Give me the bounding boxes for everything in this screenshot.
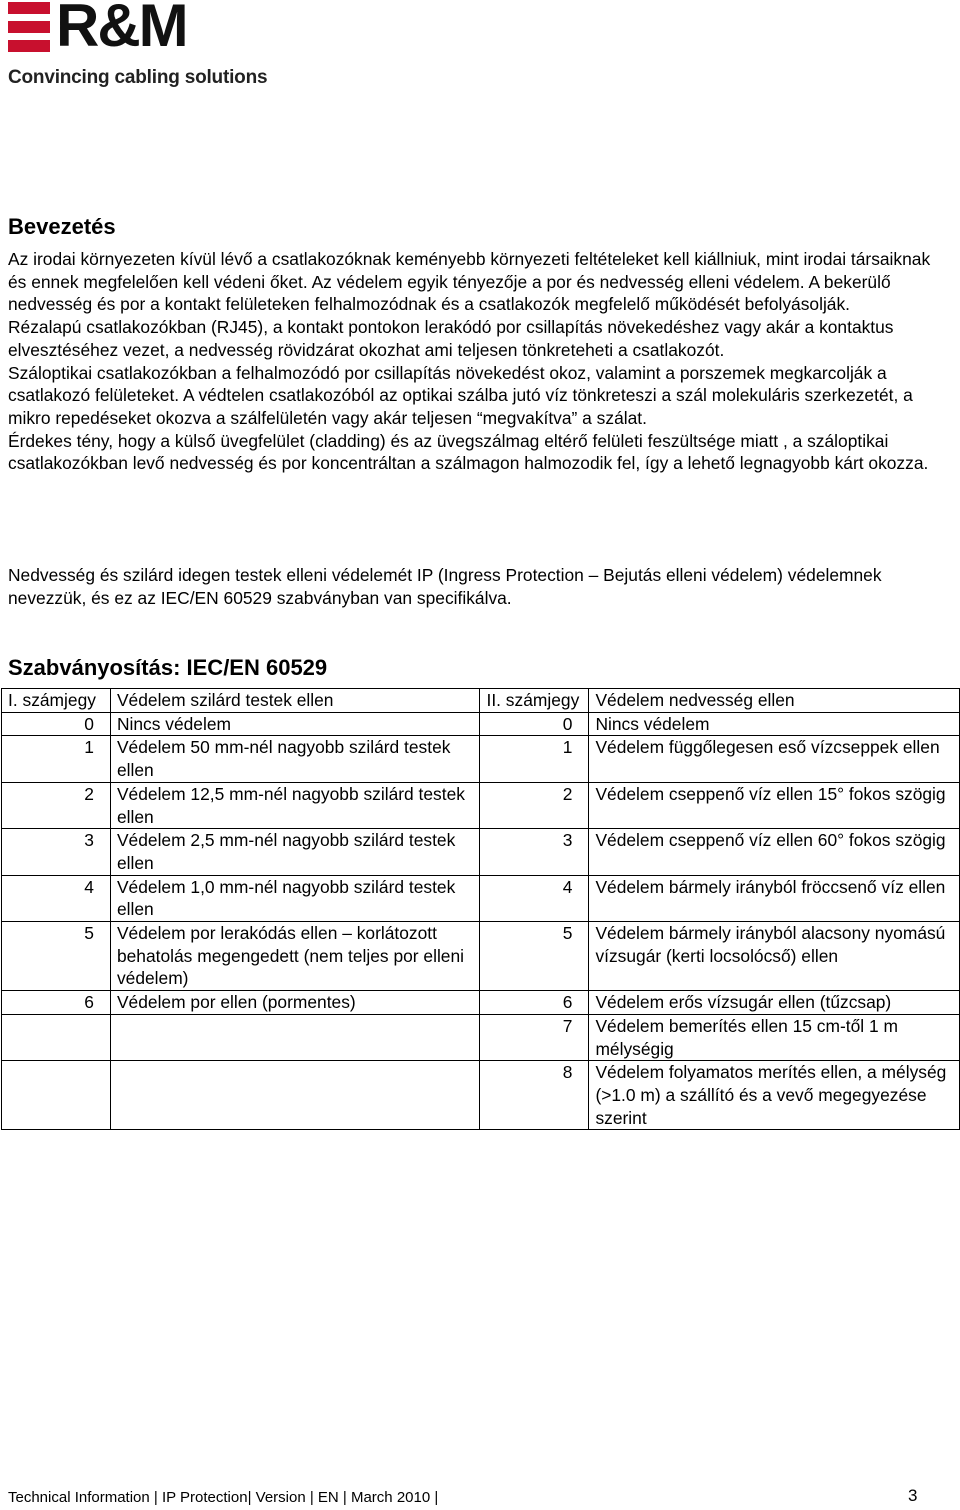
logo-bar [8,21,50,33]
digit-cell [2,1014,111,1060]
page-number: 3 [908,1486,918,1505]
digit-cell: 2 [2,782,111,828]
description-cell: Nincs védelem [110,712,480,736]
table-row [2,922,960,991]
description-cell: Védelem cseppenő víz ellen 60° fokos szögig [589,829,960,875]
description-cell: Védelem cseppenő víz ellen 15° fokos szögig [589,782,960,828]
description-cell: Védelem por lerakódás ellen – korlátozott behatolás megengedett (nem teljes por elleni védelem) [110,922,480,991]
standard-title: Szabványosítás: IEC/EN 60529 [8,655,328,680]
header-cell: Védelem szilárd testek ellen [110,689,480,713]
description-cell: Védelem por ellen (pormentes) [110,991,480,1015]
digit-cell: 0 [480,712,589,736]
intro-body [8,248,938,475]
table-row [2,991,960,1015]
digit-cell: 1 [480,736,589,782]
company-logo [8,0,208,59]
description-cell: Védelem 2,5 mm-nél nagyobb szilárd testek ellen [110,829,480,875]
table-row [2,782,960,828]
table-row [2,875,960,921]
description-cell: Védelem 50 mm-nél nagyobb szilárd testek ellen [110,736,480,782]
ip-paragraph: Nedvesség és szilárd idegen testek elleni védelemét IP (Ingress Protection – Bejutás elleni védelem) védelemnek nevezzük, és ez az IEC/EN 60529 szabványban van specifikálva. [8,565,882,608]
description-cell: Nincs védelem [589,712,960,736]
description-cell: Védelem erős vízsugár ellen (tűzcsap) [589,991,960,1015]
table-row [2,1061,960,1130]
digit-cell: 3 [2,829,111,875]
digit-cell: 8 [480,1061,589,1130]
table-row [2,1014,960,1060]
digit-cell: 4 [2,875,111,921]
company-tagline: Convincing cabling solutions [8,67,268,88]
logo-bar [8,2,50,14]
header-cell: Védelem nedvesség ellen [589,689,960,713]
digit-cell: 5 [480,922,589,991]
description-cell: Védelem 1,0 mm-nél nagyobb szilárd testek ellen [110,875,480,921]
header-cell: II. számjegy [480,689,589,713]
intro-paragraph: Érdekes tény, hogy a külső üvegfelület (cladding) és az üvegszálmag eltérő felületi feszültsége miatt , a száloptikai csatlakozókban levő nedvesség és por koncentráltan a szálmagon halmozodik fel, így a lehető legnagyobb kárt okozza. [8,430,929,474]
intro-title: Bevezetés [8,214,116,239]
digit-cell: 6 [2,991,111,1015]
table-row [2,829,960,875]
header-cell: I. számjegy [2,689,111,713]
digit-cell: 6 [480,991,589,1015]
description-cell: Védelem folyamatos merítés ellen, a mélység (>1.0 m) a szállító és a vevő megegyezése szerint [589,1061,960,1130]
description-cell: Védelem 12,5 mm-nél nagyobb szilárd testek ellen [110,782,480,828]
ip-definition [8,564,938,609]
digit-cell: 7 [480,1014,589,1060]
description-cell: Védelem függőlegesen eső vízcseppek ellen [589,736,960,782]
intro-paragraph: Száloptikai csatlakozókban a felhalmozódó por csillapítás növekedést okoz, valamint a porszemek megkarcolják a csatlakozó felületeket. A védtelen csatlakozóból az optikai szálba jutó víz tönkreteszi a szál molekuláris szerkezetét, a mikro repedéseket okozva a szálfelületén vagy akár teljesen “megvakítva” a szálat. [8,362,913,428]
footer-text: Technical Information | IP Protection| Version | EN | March 2010 | [8,1489,439,1506]
digit-cell: 1 [2,736,111,782]
logo-wordmark: R&M [56,0,187,59]
digit-cell: 5 [2,922,111,991]
intro-paragraph: Rézalapú csatlakozókban (RJ45), a kontakt pontokon lerakódó por csillapítás növekedéshez vagy akár a kontaktus elvesztéséhez vezet, a nedvesség rövidzárat okozhat ami teljesen tönkreteheti a csatlakozót. [8,317,894,360]
logo-bar [8,40,50,52]
description-cell: Védelem bármely irányból fröccsenő víz ellen [589,875,960,921]
description-cell: Védelem bemerítés ellen 15 cm-től 1 m mélységig [589,1014,960,1060]
description-cell [110,1061,480,1130]
logo-bars-icon [8,2,50,52]
description-cell [110,1014,480,1060]
digit-cell: 0 [2,712,111,736]
table-row [2,736,960,782]
table-header-row [2,689,960,713]
ip-protection-table [1,688,960,1130]
digit-cell: 3 [480,829,589,875]
digit-cell [2,1061,111,1130]
digit-cell: 4 [480,875,589,921]
table-row [2,712,960,736]
description-cell: Védelem bármely irányból alacsony nyomású vízsugár (kerti locsolócső) ellen [589,922,960,991]
intro-paragraph: Az irodai környezeten kívül lévő a csatlakozóknak keményebb környezeti feltételeket kell kiállniuk, mint irodai társaiknak és ennek megfelelően kell védeni őket. Az védelem egyik tényezője a por és nedvesség elleni védelem. A bekerülő nedvesség és por a kontakt felületeken felhalmozódnak és a csatlakozók megfelelő működését befolyásolják. [8,249,931,315]
digit-cell: 2 [480,782,589,828]
